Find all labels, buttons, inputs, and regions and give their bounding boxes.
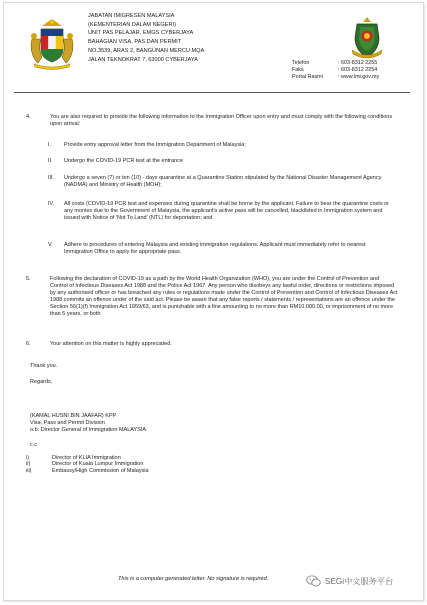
contact-row (292, 74, 379, 81)
cc-number: ii) (26, 461, 31, 468)
contact-value: : www.imi.gov.my (338, 74, 380, 81)
address-line: UNIT PAS PELAJAR, EMGS CYBERJAYA (88, 30, 194, 37)
paragraph-4 (26, 114, 398, 128)
condition-number: II. (48, 158, 53, 164)
contact-label: Portal Rasmi (292, 74, 323, 81)
contact-label: Telefon (292, 60, 310, 66)
computer-generated-note: This is a computer generated letter. No signature is required. (118, 576, 269, 582)
cc-text: Director of KLIA Immigration (52, 455, 121, 461)
condition-text: Adhere to procedures of entering Malaysia and existing immigration regulations. Applicant must immediately refer to nearest Immigration Office to apply for appropriate pass. (64, 242, 366, 255)
paragraph-text: Following the declaration of COVID-19 as a path by the World Health Organization (WHO), you are under the Control of Prevention and Control of Infectious Diseases Act 1988 and the Police Act 1967. Any person who disobeys any lawful order, directions or restrictions imposed by any authorised officer or has breached any rules or regulations made under the Control of Prevention and Control of Infectious Diseases Act 1988 commits an offence under of the said act. Please be aware that any false reports / statements / representations are an offence under the Section 56(1)(f) Immigration Act 1959/63, and is punishable with a fine amounting to no more than RM10,000.00, or imprisonment of no more than 5 years, or both (50, 276, 398, 317)
condition-number: V. (48, 242, 53, 248)
contact-label: Faks (292, 67, 304, 74)
condition-number: IV. (48, 201, 55, 207)
immigration-emblem-logo (348, 16, 386, 60)
cc-list (26, 455, 149, 474)
signatory-line: (KAMAL HUSNI BIN JAAFAR) KPP (30, 413, 117, 419)
cc-number: iii) (26, 467, 32, 474)
paragraph-text: Your attention on this matter is highly appreciated. (50, 341, 172, 347)
condition-item (48, 201, 392, 222)
paragraph-number: 6. (26, 341, 31, 347)
condition-item (48, 158, 392, 165)
contact-value: : 603-8312 2255 (338, 60, 378, 66)
cc-text: Director of Kuala Lumpur Immigration (52, 461, 144, 468)
address-line: NO.3539, ARAS 2, BANGUNAN MERCU MQA (88, 47, 205, 54)
paragraph-6 (26, 341, 398, 348)
condition-text: All costs (COVID-19 PCR test and expenses during quarantine shall be borne by the applicant. Failure to bear the quarantine costs or any monies due to the Government of Malaysia, the applicant's active pass will be cancelled, blacklisted in Immigration system and issued with Notice of 'Not To Land' (NTL) for deportation; and (64, 201, 389, 221)
regards-line: Regards, (30, 379, 53, 385)
thanks-line: Thank you. (30, 363, 58, 369)
paragraph-5 (26, 276, 398, 318)
address-line: BAHAGIAN VISA, PAS DAN PERMIT (88, 39, 182, 46)
condition-text: Provide entry approval letter from the Immigration Department of Malaysia; (64, 142, 246, 148)
cc-label: c.c (30, 442, 38, 448)
letter-page (3, 2, 424, 601)
contact-value: : 603-8312 2254 (338, 67, 378, 74)
address-line: JALAN TEKNOKRAT 7, 63000 CYBERJAYA (88, 56, 198, 63)
wechat-icon (306, 575, 321, 587)
cc-text: Embassy/High Commission of Malaysia (52, 467, 149, 474)
department-address (88, 12, 204, 64)
signatory-line: Visa, Pass and Permit Division (30, 419, 105, 426)
watermark-text: SEGi中文服务平台 (325, 576, 394, 586)
header-divider (14, 92, 410, 93)
paragraph-number: 5. (26, 276, 31, 282)
contact-row (292, 67, 379, 74)
contact-details (292, 60, 379, 81)
contact-row (292, 60, 379, 67)
condition-text: Undergo a seven (7) or ten (10) - days quarantine at a Quarantine Station stipulated by the National Disaster Management Agency (NADMA) and Ministry of Health (MOH); (64, 175, 382, 188)
condition-text: Undergo the COVID-19 PCR test at the entrance (64, 158, 183, 164)
malaysia-coat-of-arms-logo (24, 17, 80, 71)
paragraph-number: 4. (26, 114, 31, 120)
address-line: (KEMENTERIAN DALAM NEGERI) (88, 21, 176, 28)
signatory-line: o.b: Director General of Immigration MALAYSIA (30, 426, 147, 433)
condition-number: I. (48, 142, 52, 148)
condition-item (48, 142, 392, 149)
condition-item (48, 242, 392, 256)
cc-item (26, 468, 149, 474)
condition-number: III. (48, 175, 55, 181)
cc-number: i) (26, 455, 30, 461)
paragraph-text: You are also required to provide the following information to the Immigration Officer upon entry and must comply with the following conditions upon arrival: (50, 114, 393, 127)
signatory-block (30, 413, 146, 433)
address-line: JABATAN IMIGRESEN MALAYSIA (88, 13, 175, 19)
watermark (306, 575, 393, 587)
condition-item (48, 175, 392, 189)
